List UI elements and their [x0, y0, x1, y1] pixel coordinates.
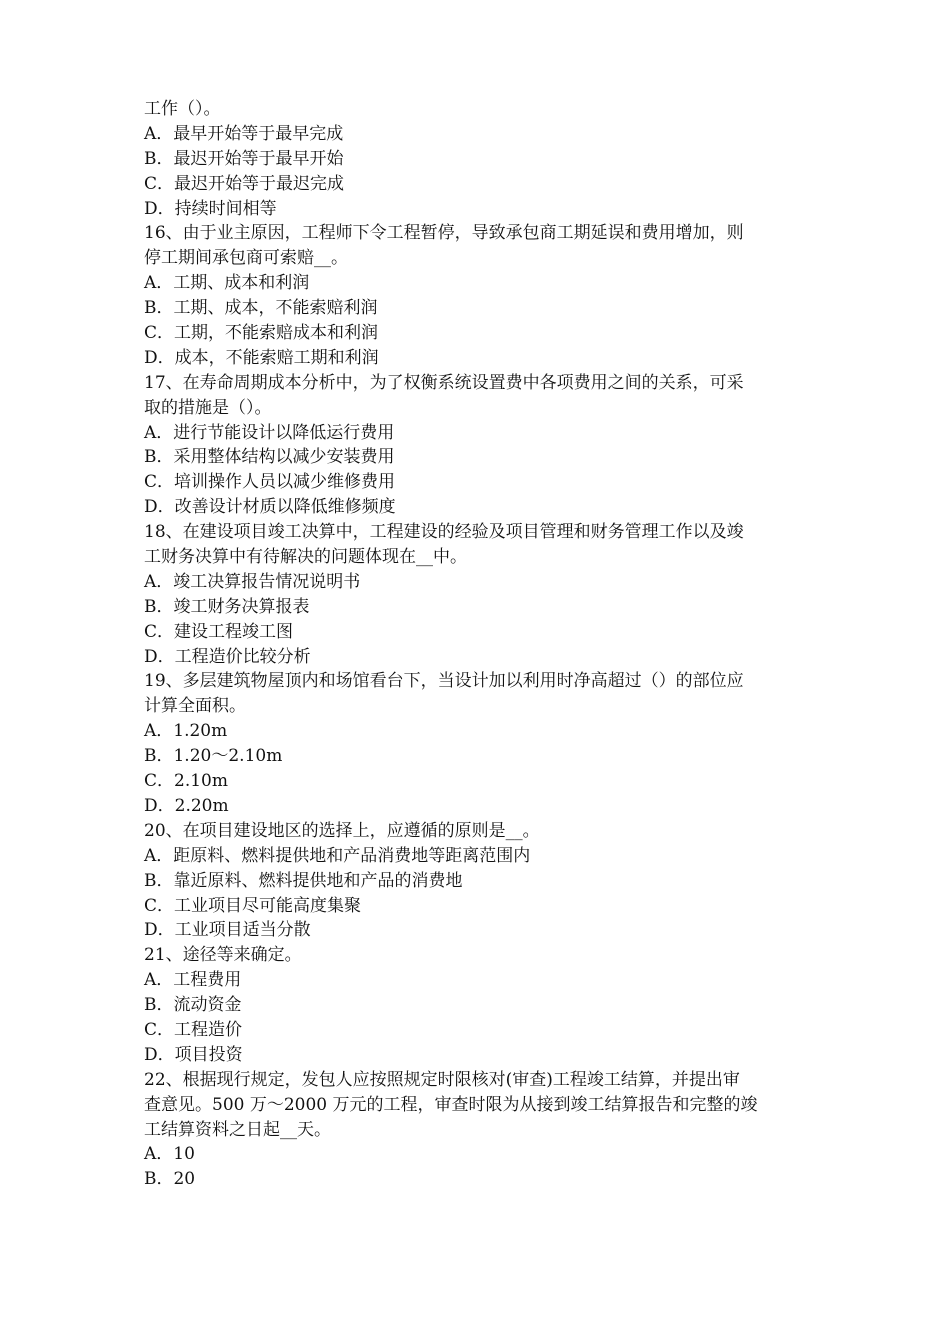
text-line: C．2.10m: [144, 771, 228, 792]
text-line: 22、根据现行规定，发包人应按照规定时限核对(审查)工程竣工结算，并提出审: [144, 1069, 740, 1090]
text-line: 工财务决算中有待解决的问题体现在__中。: [144, 547, 467, 568]
text-line: D．工业项目适当分散: [144, 920, 311, 941]
text-line: A．1.20m: [144, 721, 228, 742]
text-line: B．1.20～2.10m: [144, 746, 283, 767]
text-line: C．工程造价: [144, 1019, 243, 1040]
text-line: 21、途径等来确定。: [144, 945, 302, 966]
text-line: 停工期间承包商可索赔__。: [144, 248, 348, 269]
text-line: B．流动资金: [144, 995, 242, 1016]
text-line: A．工程费用: [144, 970, 242, 991]
document-body: [144, 97, 816, 1192]
text-line: B．20: [144, 1169, 196, 1190]
text-line: C．建设工程竣工图: [144, 621, 294, 642]
text-line: D．2.20m: [144, 795, 229, 816]
text-line: C．培训操作人员以减少维修费用: [144, 472, 396, 493]
text-line: B．最迟开始等于最早开始: [144, 148, 344, 169]
text-line: 计算全面积。: [144, 696, 246, 717]
text-line: 20、在项目建设地区的选择上，应遵循的原则是__。: [144, 820, 540, 841]
text-line: D．成本，不能索赔工期和利润: [144, 347, 379, 368]
text-line: 工作（）。: [144, 99, 221, 119]
text-line: A．10: [144, 1144, 195, 1165]
text-line: A．竣工决算报告情况说明书: [144, 571, 361, 592]
text-line: 17、在寿命周期成本分析中，为了权衡系统设置费中各项费用之间的关系，可采: [144, 372, 744, 393]
text-line: D．项目投资: [144, 1044, 243, 1065]
text-line: B．竣工财务决算报表: [144, 596, 310, 617]
text-line: C．工业项目尽可能高度集聚: [144, 895, 362, 916]
text-line: 工结算资料之日起__天。: [144, 1119, 331, 1140]
text-line: B．工期、成本，不能索赔利润: [144, 298, 378, 319]
text-line: 18、在建设项目竣工决算中，工程建设的经验及项目管理和财务管理工作以及竣: [144, 522, 744, 543]
text-line: A．距原料、燃料提供地和产品消费地等距离范围内: [144, 845, 531, 866]
text-line: A．进行节能设计以降低运行费用: [144, 422, 395, 443]
text-line: D．持续时间相等: [144, 198, 277, 219]
text-line: D．工程造价比较分析: [144, 646, 311, 667]
text-line: D．改善设计材质以降低维修频度: [144, 497, 396, 518]
text-line: A．工期、成本和利润: [144, 273, 310, 294]
text-line: C．最迟开始等于最迟完成: [144, 173, 345, 194]
text-line: 查意见。500 万～2000 万元的工程，审查时限为从接到竣工结算报告和完整的竣: [144, 1094, 758, 1115]
text-line: B．采用整体结构以减少安装费用: [144, 447, 395, 468]
text-line: C．工期，不能索赔成本和利润: [144, 323, 379, 344]
text-line: 16、由于业主原因，工程师下令工程暂停，导致承包商工期延误和费用增加，则: [144, 223, 744, 244]
text-line: 19、多层建筑物屋顶内和场馆看台下，当设计加以利用时净高超过（）的部位应: [144, 671, 744, 692]
text-line: B．靠近原料、燃料提供地和产品的消费地: [144, 870, 463, 891]
text-line: A．最早开始等于最早完成: [144, 123, 344, 144]
text-line: 取的措施是（）。: [144, 397, 272, 418]
